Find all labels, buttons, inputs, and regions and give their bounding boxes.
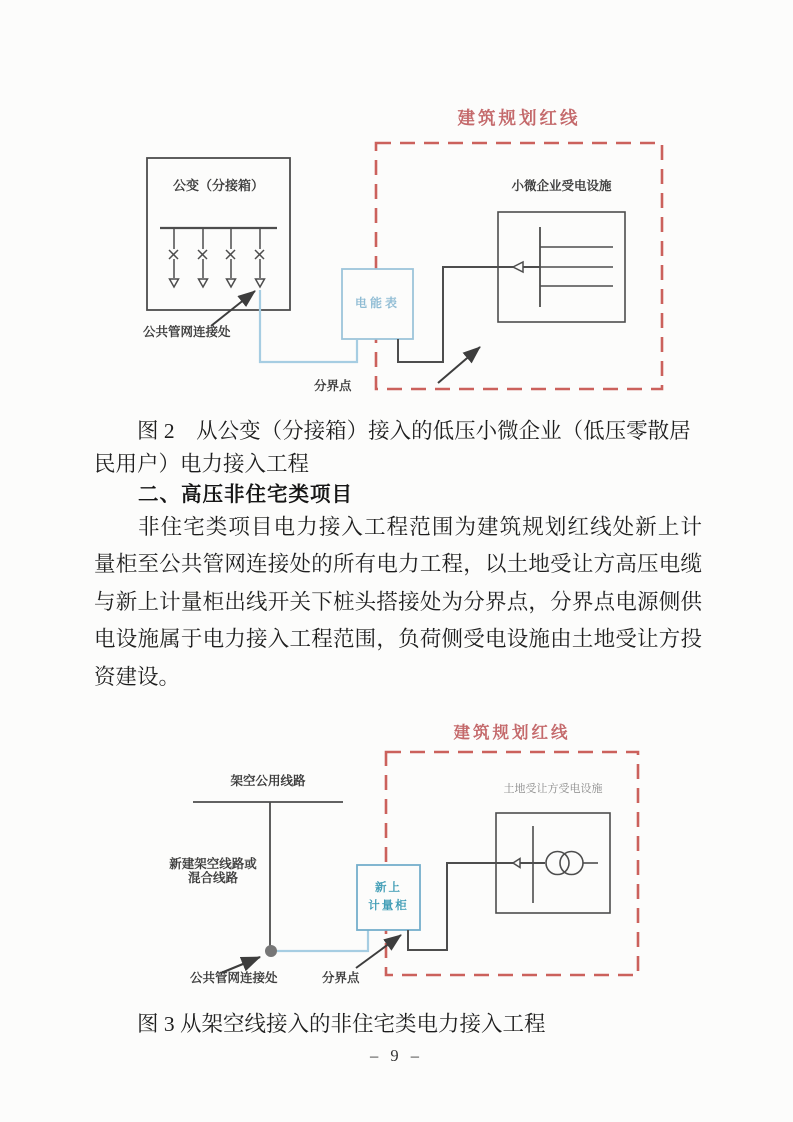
fig2-boundary-point-label: 分界点: [314, 379, 352, 393]
fig3-new-line-label: [133, 857, 293, 886]
fig3-red-line-title: 建筑规划红线: [453, 723, 571, 742]
paragraph-line: 资建设。: [94, 664, 181, 689]
figure2-caption-line1: 图 2 从公变（分接箱）接入的低压小微企业（低压零散居: [137, 419, 691, 443]
figure2-caption-line2: 民用户）电力接入工程: [94, 452, 310, 476]
fig3-new-line-label-line1: 新建架空线路或: [169, 857, 257, 871]
fig2-connection-label: 公共管网连接处: [143, 325, 231, 339]
fig2-consumer-label: 小微企业受电设施: [511, 179, 612, 193]
connection-point-dot: [265, 945, 277, 957]
body-paragraph: [94, 509, 702, 696]
fig3-consumer-label: 土地受让方受电设施: [503, 783, 603, 795]
fig3-new-line-label-line2: 混合线路: [187, 871, 238, 886]
boundary-pointer-arrow: [438, 347, 480, 383]
fig2-source-box-label: 公变（分接箱）: [172, 178, 264, 193]
figure2-line-art: [90, 100, 710, 400]
fig2-red-line-title: 建筑规划红线: [457, 108, 581, 128]
fig3-cabinet-label-line1: 新上: [375, 882, 402, 895]
fig3-connection-label: 公共管网连接处: [190, 971, 278, 985]
page-number: – 9 –: [370, 1046, 423, 1065]
fig3-metering-cabinet-label: [357, 865, 420, 930]
paragraph-line: 量柜至公共管网连接处的所有电力工程，以土地受让方高压电缆: [94, 552, 702, 577]
figure2-diagram: [90, 100, 710, 400]
figure3-diagram: [90, 715, 710, 1005]
section-heading: 二、高压非住宅类项目: [138, 483, 353, 506]
paragraph-line: 与新上计量柜出线开关下桩头搭接处为分界点，分界点电源侧供: [94, 589, 702, 614]
service-wire-blue: [277, 930, 368, 951]
fig3-cabinet-label-line2: 计量柜: [368, 899, 409, 912]
fig3-overhead-line-label: 架空公用线路: [230, 774, 306, 788]
paragraph-line: 非住宅类项目电力接入工程范围为建筑规划红线处新上计: [138, 515, 702, 539]
fig3-boundary-point-label: 分界点: [322, 971, 360, 985]
fig2-meter-label: 电能表: [354, 296, 400, 311]
paragraph-line: 电设施属于电力接入工程范围，负荷侧受电设施由土地受让方投: [94, 627, 702, 652]
figure3-caption: 图 3 从架空线接入的非住宅类电力接入工程: [137, 1012, 546, 1036]
